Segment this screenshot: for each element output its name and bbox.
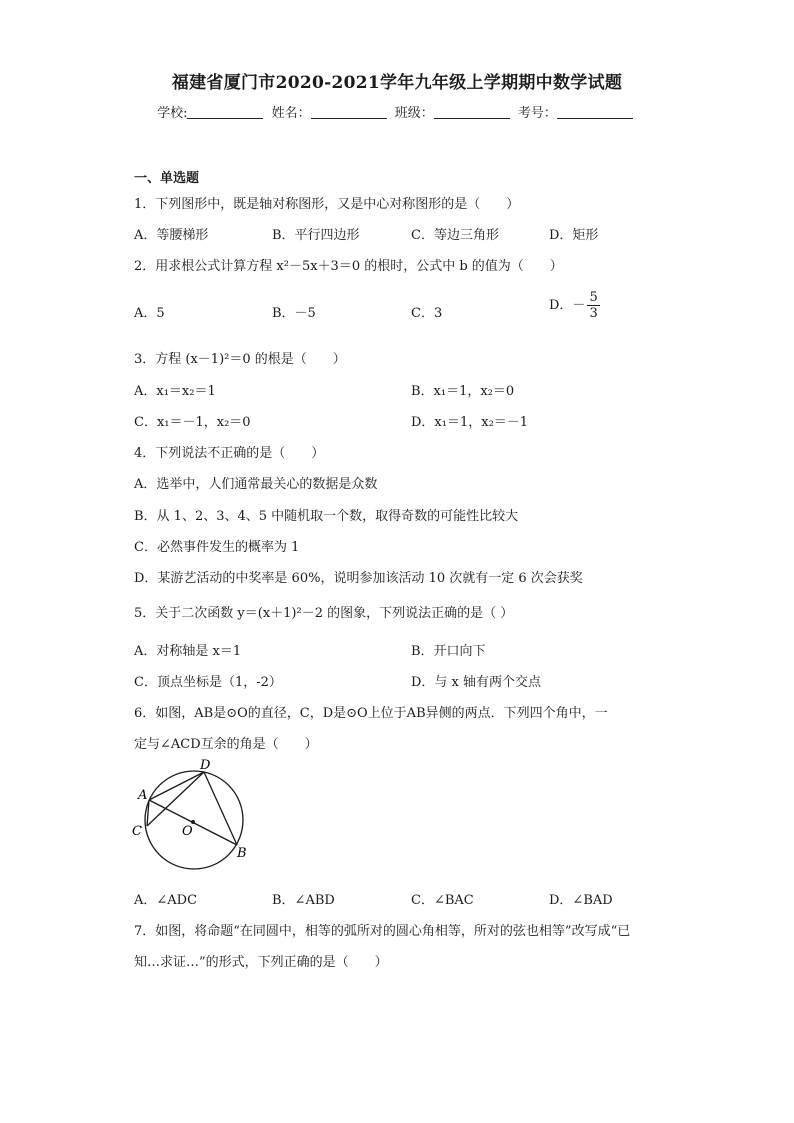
- q5-option-c: C．顶点坐标是（1，-2）: [134, 675, 282, 690]
- label-c: C: [132, 824, 142, 839]
- q5-stem: 5．关于二次函数 y＝(x＋1)²－2 的图象，下列说法正确的是（ ）: [134, 606, 514, 621]
- q7-stem-line2: 知…求证…”的形式，下列正确的是（ ）: [134, 955, 388, 970]
- school-label: 学校:: [157, 106, 188, 121]
- q2-option-d-label: D．－: [549, 298, 586, 313]
- label-d: D: [200, 758, 211, 773]
- q3-option-d: D．x₁＝1，x₂＝－1: [411, 415, 529, 430]
- q1-option-c: C．等边三角形: [411, 228, 499, 243]
- label-o: O: [182, 824, 193, 839]
- q2-stem: 2．用求根公式计算方程 x²－5x＋3＝0 的根时，公式中 b 的值为（ ）: [134, 259, 563, 274]
- q4-option-d: D．某游艺活动的中奖率是 60%，说明参加该活动 10 次就有一定 6 次会获奖: [134, 571, 583, 586]
- name-blank: [311, 118, 387, 119]
- q7-stem-line1: 7．如图，将命题“在同圆中，相等的弧所对的圆心角相等，所对的弦也相等”改写成“已: [134, 924, 631, 939]
- number-label: 考号：: [517, 106, 557, 121]
- chord-ad: [149, 772, 204, 800]
- q5-option-d: D．与 x 轴有两个交点: [411, 675, 542, 690]
- school-blank: [187, 118, 263, 119]
- q3-option-b: B．x₁＝1，x₂＝0: [411, 384, 515, 399]
- q2-option-b: B．－5: [272, 306, 316, 321]
- q2-fraction-denominator: 3: [589, 306, 598, 321]
- q6-option-b: B．∠ABD: [272, 893, 335, 908]
- q6-option-c: C．∠BAC: [411, 893, 474, 908]
- q2-option-c: C．3: [411, 306, 443, 321]
- class-label: 班级：: [394, 106, 434, 121]
- name-label: 姓名：: [271, 106, 311, 121]
- q5-option-a: A．对称轴是 x＝1: [134, 644, 242, 659]
- q4-option-c: C．必然事件发生的概率为 1: [134, 540, 300, 555]
- q2-option-d: [549, 290, 600, 321]
- circle-o: [145, 771, 243, 869]
- q4-option-b: B．从 1、2、3、4、5 中随机取一个数，取得奇数的可能性比较大: [134, 509, 519, 524]
- chord-db: [204, 772, 237, 845]
- q3-stem: 3．方程 (x－1)²＝0 的根是（ ）: [134, 352, 346, 367]
- label-b: B: [237, 846, 247, 861]
- q6-stem-line2: 定与∠ACD互余的角是（ ）: [134, 737, 318, 752]
- q1-option-d: D．矩形: [549, 228, 599, 243]
- class-blank: [434, 118, 510, 119]
- q4-option-a: A．选举中，人们通常最关心的数据是众数: [134, 477, 378, 492]
- chord-cd: [147, 772, 204, 826]
- number-blank: [557, 118, 633, 119]
- q1-option-a: A．等腰梯形: [134, 228, 209, 243]
- q6-option-d: D．∠BAD: [549, 893, 613, 908]
- label-a: A: [138, 788, 148, 803]
- q3-option-a: A．x₁＝x₂＝1: [134, 384, 216, 399]
- q6-stem-line1: 6．如图，AB是⊙O的直径，C，D是⊙O上位于AB异侧的两点．下列四个角中，一: [134, 706, 608, 721]
- q2-option-a: A．5: [134, 306, 165, 321]
- q1-option-b: B．平行四边形: [272, 228, 360, 243]
- q6-circle-figure: [130, 758, 255, 878]
- q2-fraction: [587, 290, 599, 321]
- q5-option-b: B．开口向下: [411, 644, 486, 659]
- q1-stem: 1．下列图形中，既是轴对称图形，又是中心对称图形的是（ ）: [134, 197, 520, 212]
- q6-option-a: A．∠ADC: [134, 893, 198, 908]
- page-title: 福建省厦门市2020-2021学年九年级上学期期中数学试题: [171, 73, 623, 93]
- q3-option-c: C．x₁＝－1，x₂＝0: [134, 415, 251, 430]
- section-title: 一、单选题: [134, 171, 200, 186]
- q2-fraction-numerator: 5: [589, 290, 598, 305]
- student-info-row: [0, 102, 794, 121]
- q4-stem: 4．下列说法不正确的是（ ）: [134, 446, 325, 461]
